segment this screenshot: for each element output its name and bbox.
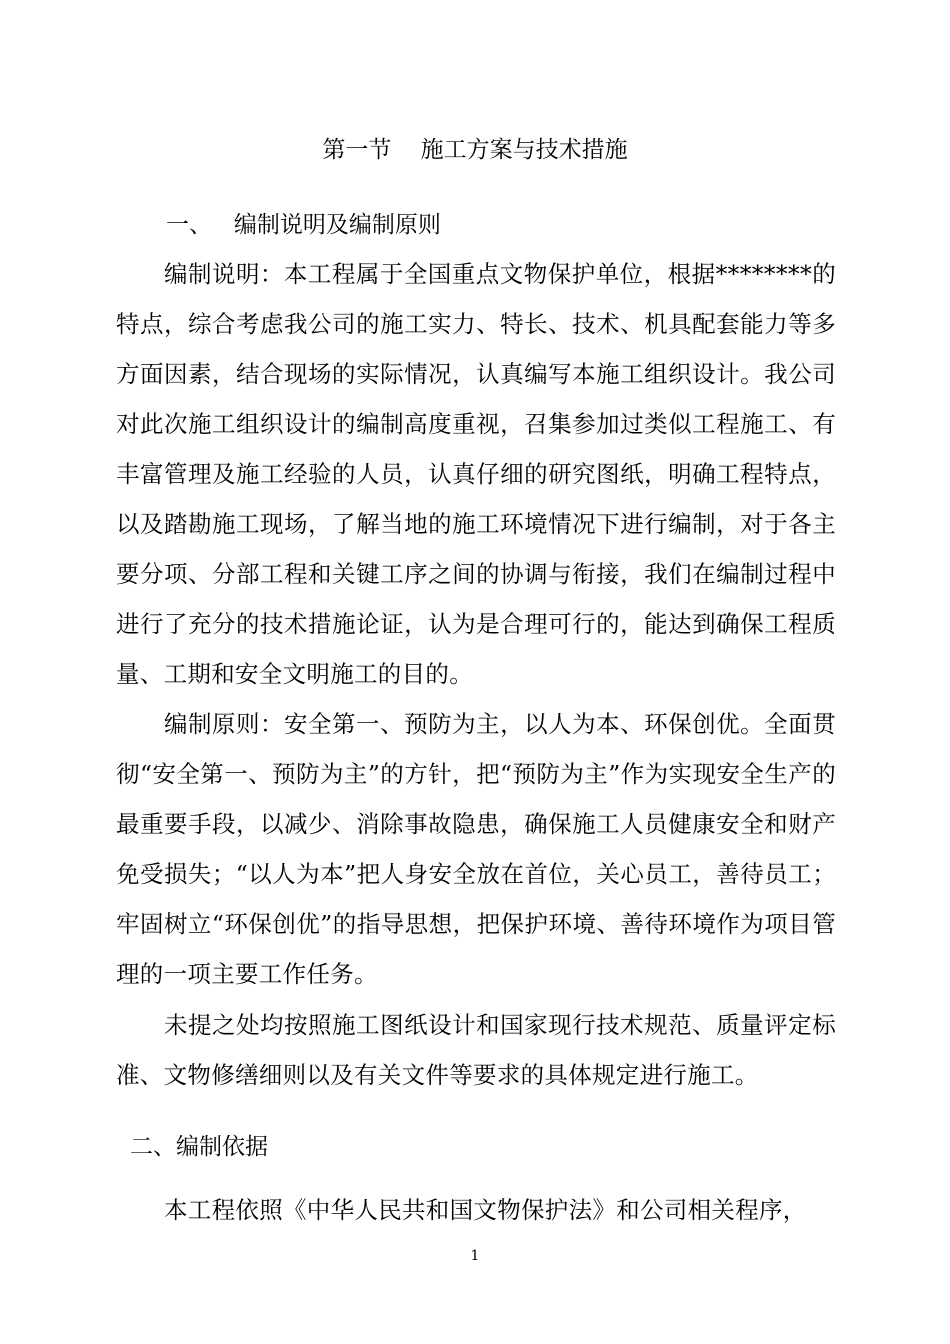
paragraph-unmentioned: 未提之处均按照施工图纸设计和国家现行技术规范、质量评定标准、文物修缮细则以及有关文件等要求的具体规定进行施工。 — [116, 1011, 836, 1089]
section-title: 第一节 施工方案与技术措施 — [322, 137, 628, 163]
page-number: 1 — [470, 1248, 480, 1264]
section-heading-2: 二、编制依据 — [130, 1134, 268, 1160]
paragraph-basis: 本工程依照《中华人民共和国文物保护法》和公司相关程序， — [164, 1196, 807, 1224]
paragraph-explanation: 编制说明：本工程属于全国重点文物保护单位，根据********的特点，综合考虑我公司的施工实力、特长、技术、机具配套能力等多方面因素，结合现场的实际情况，认真编写本施工组织设计。我公司对此次施工组织设计的编制高度重视，召集参加过类似工程施工、有丰富管理及施工经验的人员，认真仔细的研究图纸，明确工程特点，以及踏勘施工现场，了解当地的施工环境情况下进行编制，对于各主要分项、分部工程和关键工序之间的协调与衔接，我们在编制过程中进行了充分的技术措施论证，认为是合理可行的，能达到确保工程质量、工期和安全文明施工的目的。 — [116, 260, 836, 688]
section-heading-1: 一、 编制说明及编制原则 — [166, 212, 441, 238]
paragraph-principle: 编制原则：安全第一、预防为主，以人为本、环保创优。全面贯彻“安全第一、预防为主”的方针，把“预防为主”作为实现安全生产的最重要手段，以减少、消除事故隐患，确保施工人员健康安全和财产免受损失；“以人为本”把人身安全放在首位，关心员工，善待员工；牢固树立“环保创优”的指导思想，把保护环境、善待环境作为项目管理的一项主要工作任务。 — [116, 710, 836, 988]
